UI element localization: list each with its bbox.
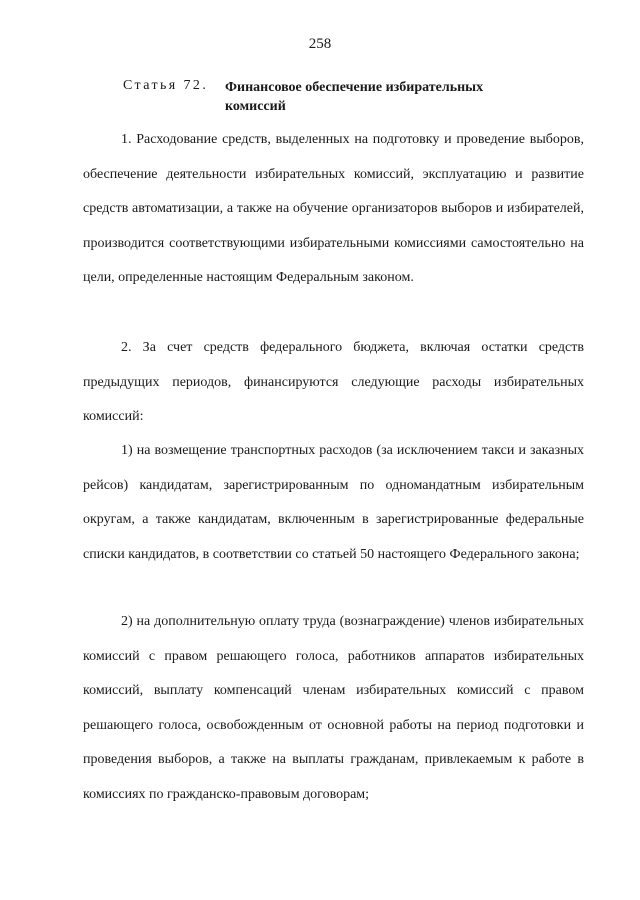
paragraph-2: 2. За счет средств федерального бюджета, включая остатки средств предыдущих периодов, финансируются следующие расходы избирательных комиссий: xyxy=(83,340,584,425)
article-title: Финансовое обеспечение избирательных комиссий xyxy=(225,80,484,114)
list-item-1: 1) на возмещение транспортных расходов (за исключением такси и заказных рейсов) кандидатам, зарегистрированным по одномандатным избирательным округам, а также кандидатам, включенным в зарегистрированные федеральные списки кандидатов, в соответствии со статьей 50 настоящего Федерального закона; xyxy=(83,443,584,562)
article-number: Статья 72. xyxy=(123,78,209,93)
paragraph-1: 1. Расходование средств, выделенных на подготовку и проведение выборов, обеспечение деятельности избирательных комиссий, эксплуатацию и развитие средств автоматизации, а также на обучение организаторов выборов и избирателей, производится соответствующими избирательными комиссиями самостоятельно на цели, определенные настоящим Федеральным законом. xyxy=(83,132,584,286)
list-item-2: 2) на дополнительную оплату труда (вознаграждение) членов избирательных комиссий с правом решающего голоса, работников аппаратов избирательных комиссий, выплату компенсаций членам избирательных комиссий с правом решающего голоса, освобожденным от основной работы на период подготовки и проведения выборов, а также на выплаты гражданам, привлекаемым к работе в комиссиях по гражданско-правовым договорам; xyxy=(83,614,584,802)
page-number: 258 xyxy=(308,36,332,52)
